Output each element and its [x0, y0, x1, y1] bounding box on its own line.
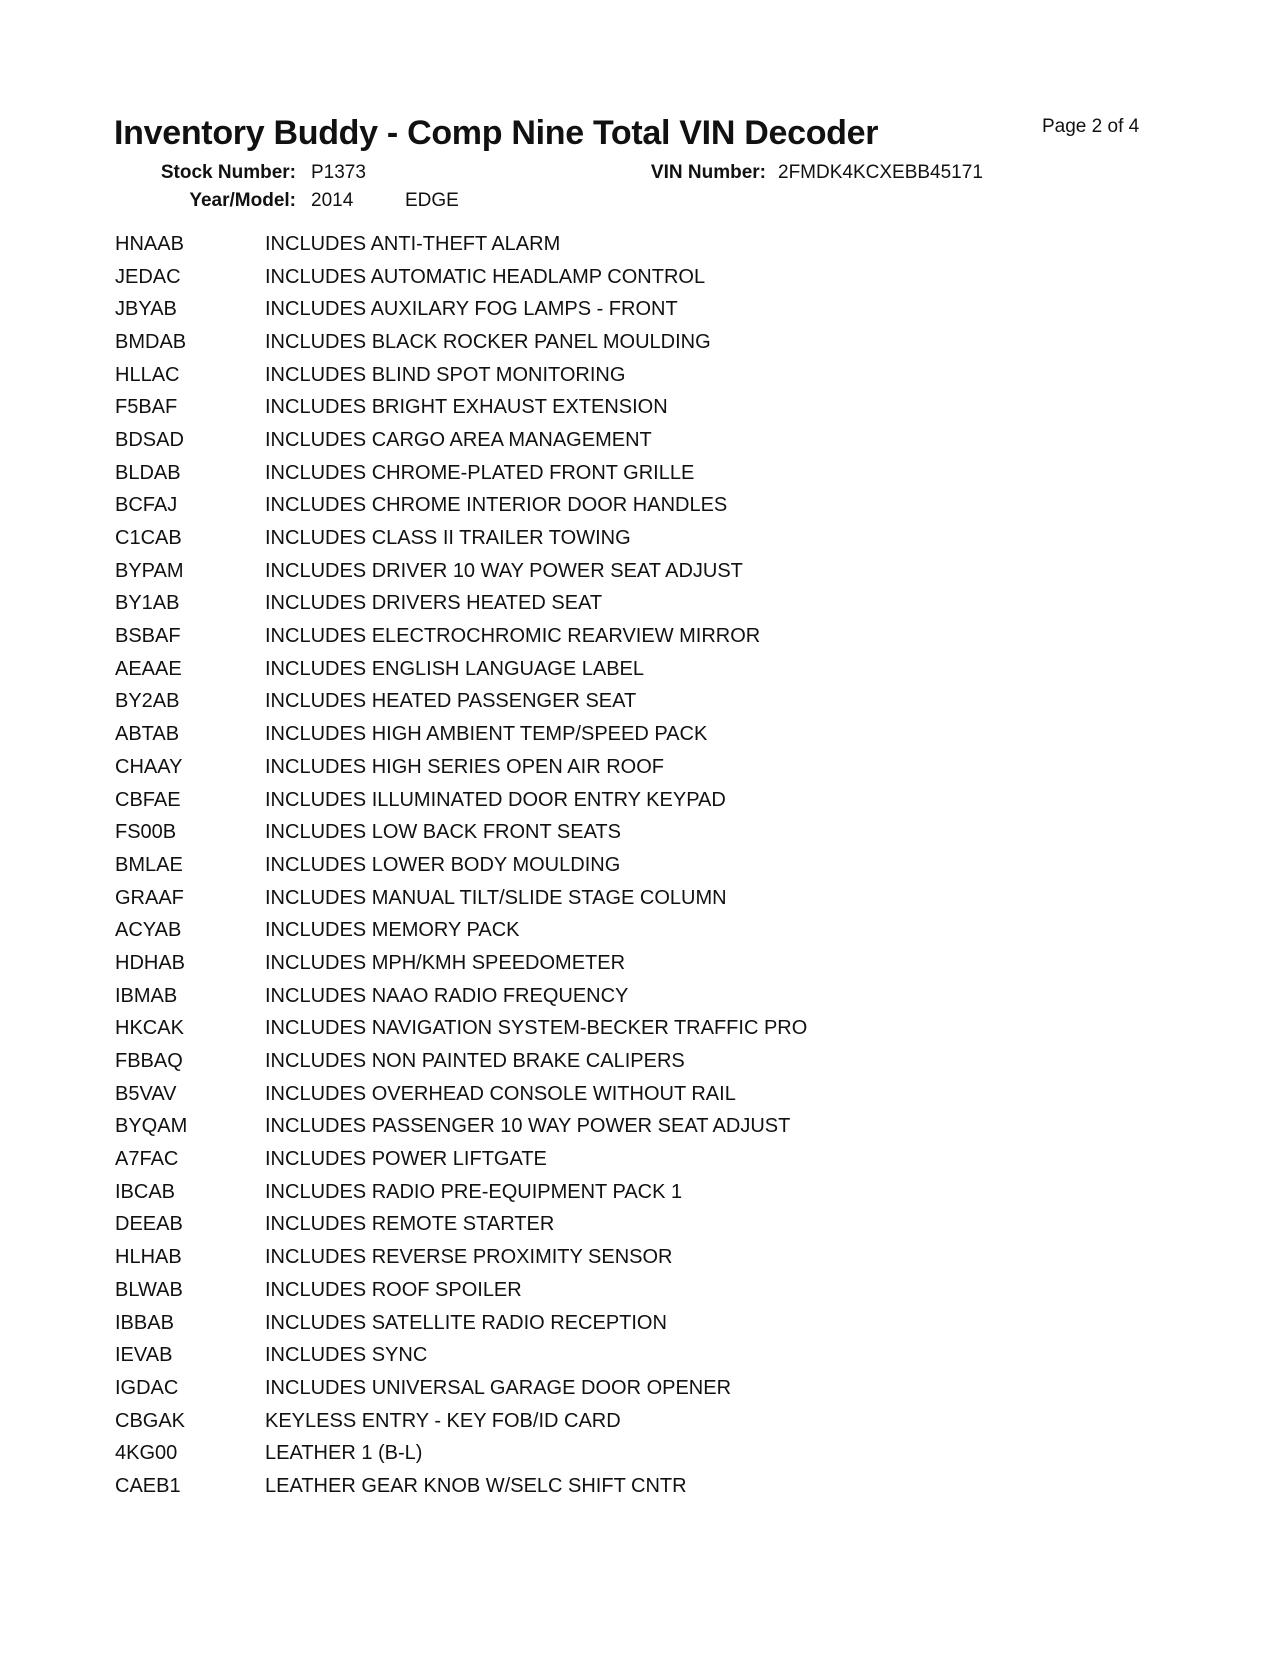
option-row: [115, 1470, 807, 1503]
year-model-label: Year/Model:: [189, 190, 296, 211]
option-description: INCLUDES HIGH AMBIENT TEMP/SPEED PACK: [265, 723, 708, 746]
option-description: INCLUDES NON PAINTED BRAKE CALIPERS: [265, 1050, 685, 1073]
option-description: INCLUDES BLIND SPOT MONITORING: [265, 363, 626, 386]
option-description: INCLUDES AUTOMATIC HEADLAMP CONTROL: [265, 265, 706, 288]
option-row: [115, 293, 807, 326]
option-description: INCLUDES SYNC: [265, 1344, 428, 1367]
option-description: INCLUDES ANTI-THEFT ALARM: [265, 232, 561, 255]
option-description: INCLUDES HEATED PASSENGER SEAT: [265, 690, 637, 713]
option-code: BY2AB: [115, 690, 180, 713]
option-code: CHAAY: [115, 755, 183, 778]
option-description: INCLUDES MANUAL TILT/SLIDE STAGE COLUMN: [265, 886, 727, 909]
year-value: 2014: [311, 190, 354, 211]
model-value: EDGE: [405, 190, 459, 211]
option-code: FBBAQ: [115, 1050, 183, 1073]
option-code: ABTAB: [115, 723, 180, 746]
option-list: [115, 228, 807, 1503]
option-row: [115, 1274, 807, 1307]
option-row: [115, 947, 807, 980]
option-description: INCLUDES BRIGHT EXHAUST EXTENSION: [265, 396, 668, 419]
option-code: CBFAE: [115, 788, 181, 811]
option-description: INCLUDES LOWER BODY MOULDING: [265, 853, 621, 876]
option-code: IBMAB: [115, 984, 178, 1007]
option-description: INCLUDES ENGLISH LANGUAGE LABEL: [265, 657, 645, 680]
option-description: INCLUDES ROOF SPOILER: [265, 1278, 522, 1301]
option-row: [115, 1176, 807, 1209]
option-row: [115, 1209, 807, 1242]
vin-number-value: 2FMDK4KCXEBB45171: [778, 162, 983, 183]
option-row: [115, 914, 807, 947]
option-code: IBCAB: [115, 1180, 176, 1203]
option-description: INCLUDES POWER LIFTGATE: [265, 1148, 547, 1171]
option-code: HDHAB: [115, 951, 186, 974]
option-code: C1CAB: [115, 527, 182, 550]
option-description: INCLUDES ELECTROCHROMIC REARVIEW MIRROR: [265, 625, 761, 648]
option-row: [115, 816, 807, 849]
option-row: [115, 686, 807, 719]
option-row: [115, 522, 807, 555]
option-description: INCLUDES DRIVERS HEATED SEAT: [265, 592, 603, 615]
option-code: BSBAF: [115, 625, 181, 648]
option-code: HNAAB: [115, 232, 184, 255]
option-row: [115, 1241, 807, 1274]
option-code: A7FAC: [115, 1148, 179, 1171]
option-description: INCLUDES REVERSE PROXIMITY SENSOR: [265, 1246, 673, 1269]
option-row: [115, 588, 807, 621]
option-row: [115, 980, 807, 1013]
option-row: [115, 1437, 807, 1470]
option-description: INCLUDES CHROME-PLATED FRONT GRILLE: [265, 461, 695, 484]
option-row: [115, 326, 807, 359]
option-description: KEYLESS ENTRY - KEY FOB/ID CARD: [265, 1409, 621, 1432]
option-description: INCLUDES OVERHEAD CONSOLE WITHOUT RAIL: [265, 1082, 736, 1105]
option-code: BLDAB: [115, 461, 181, 484]
option-row: [115, 1372, 807, 1405]
option-code: BYPAM: [115, 559, 184, 582]
option-row: [115, 391, 807, 424]
option-description: INCLUDES HIGH SERIES OPEN AIR ROOF: [265, 755, 664, 778]
option-description: INCLUDES AUXILARY FOG LAMPS - FRONT: [265, 298, 678, 321]
option-description: LEATHER 1 (B-L): [265, 1442, 423, 1465]
option-row: [115, 261, 807, 294]
option-description: INCLUDES CLASS II TRAILER TOWING: [265, 527, 631, 550]
option-code: IGDAC: [115, 1376, 179, 1399]
option-row: [115, 1078, 807, 1111]
option-code: BYQAM: [115, 1115, 188, 1138]
option-code: BY1AB: [115, 592, 180, 615]
option-code: ACYAB: [115, 919, 182, 942]
option-description: INCLUDES LOW BACK FRONT SEATS: [265, 821, 621, 844]
option-description: INCLUDES MPH/KMH SPEEDOMETER: [265, 951, 626, 974]
option-row: [115, 849, 807, 882]
option-code: FS00B: [115, 821, 177, 844]
option-code: BLWAB: [115, 1278, 183, 1301]
option-description: INCLUDES PASSENGER 10 WAY POWER SEAT ADJUST: [265, 1115, 791, 1138]
option-description: LEATHER GEAR KNOB W/SELC SHIFT CNTR: [265, 1474, 687, 1497]
vin-number-label: VIN Number:: [650, 162, 766, 183]
option-code: CAEB1: [115, 1474, 181, 1497]
option-code: DEEAB: [115, 1213, 183, 1236]
option-row: [115, 653, 807, 686]
option-row: [115, 1307, 807, 1340]
option-code: JBYAB: [115, 298, 177, 321]
option-description: INCLUDES NAVIGATION SYSTEM-BECKER TRAFFIC PRO: [265, 1017, 808, 1040]
option-row: [115, 359, 807, 392]
option-code: JEDAC: [115, 265, 181, 288]
option-description: INCLUDES MEMORY PACK: [265, 919, 520, 942]
option-row: [115, 1339, 807, 1372]
option-description: INCLUDES NAAO RADIO FREQUENCY: [265, 984, 629, 1007]
option-row: [115, 424, 807, 457]
stock-number-value: P1373: [311, 162, 366, 183]
option-row: [115, 555, 807, 588]
document-title: Inventory Buddy - Comp Nine Total VIN Decoder: [114, 114, 879, 152]
option-code: BMLAE: [115, 853, 183, 876]
option-code: CBGAK: [115, 1409, 186, 1432]
option-row: [115, 457, 807, 490]
option-code: HLHAB: [115, 1246, 182, 1269]
option-row: [115, 751, 807, 784]
option-code: IEVAB: [115, 1344, 173, 1367]
option-row: [115, 784, 807, 817]
option-code: IBBAB: [115, 1311, 174, 1334]
option-row: [115, 718, 807, 751]
option-description: INCLUDES UNIVERSAL GARAGE DOOR OPENER: [265, 1376, 732, 1399]
option-description: INCLUDES RADIO PRE-EQUIPMENT PACK 1: [265, 1180, 683, 1203]
option-code: HLLAC: [115, 363, 180, 386]
option-description: INCLUDES SATELLITE RADIO RECEPTION: [265, 1311, 667, 1334]
option-code: BDSAD: [115, 428, 184, 451]
option-row: [115, 1013, 807, 1046]
option-description: INCLUDES DRIVER 10 WAY POWER SEAT ADJUST: [265, 559, 743, 582]
option-row: [115, 1143, 807, 1176]
option-code: B5VAV: [115, 1082, 177, 1105]
option-row: [115, 1045, 807, 1078]
option-code: F5BAF: [115, 396, 178, 419]
stock-number-label: Stock Number:: [160, 162, 296, 183]
option-row: [115, 882, 807, 915]
option-code: AEAAE: [115, 657, 182, 680]
option-description: INCLUDES CARGO AREA MANAGEMENT: [265, 428, 652, 451]
option-row: [115, 228, 807, 261]
option-description: INCLUDES ILLUMINATED DOOR ENTRY KEYPAD: [265, 788, 726, 811]
page-indicator: Page 2 of 4: [1042, 116, 1140, 137]
option-code: BMDAB: [115, 330, 187, 353]
option-row: [115, 490, 807, 523]
option-row: [115, 1405, 807, 1438]
option-code: GRAAF: [115, 886, 184, 909]
option-description: INCLUDES CHROME INTERIOR DOOR HANDLES: [265, 494, 728, 517]
option-row: [115, 620, 807, 653]
option-row: [115, 1111, 807, 1144]
option-code: 4KG00: [115, 1442, 178, 1465]
option-code: HKCAK: [115, 1017, 184, 1040]
option-description: INCLUDES BLACK ROCKER PANEL MOULDING: [265, 330, 711, 353]
option-description: INCLUDES REMOTE STARTER: [265, 1213, 555, 1236]
option-code: BCFAJ: [115, 494, 178, 517]
